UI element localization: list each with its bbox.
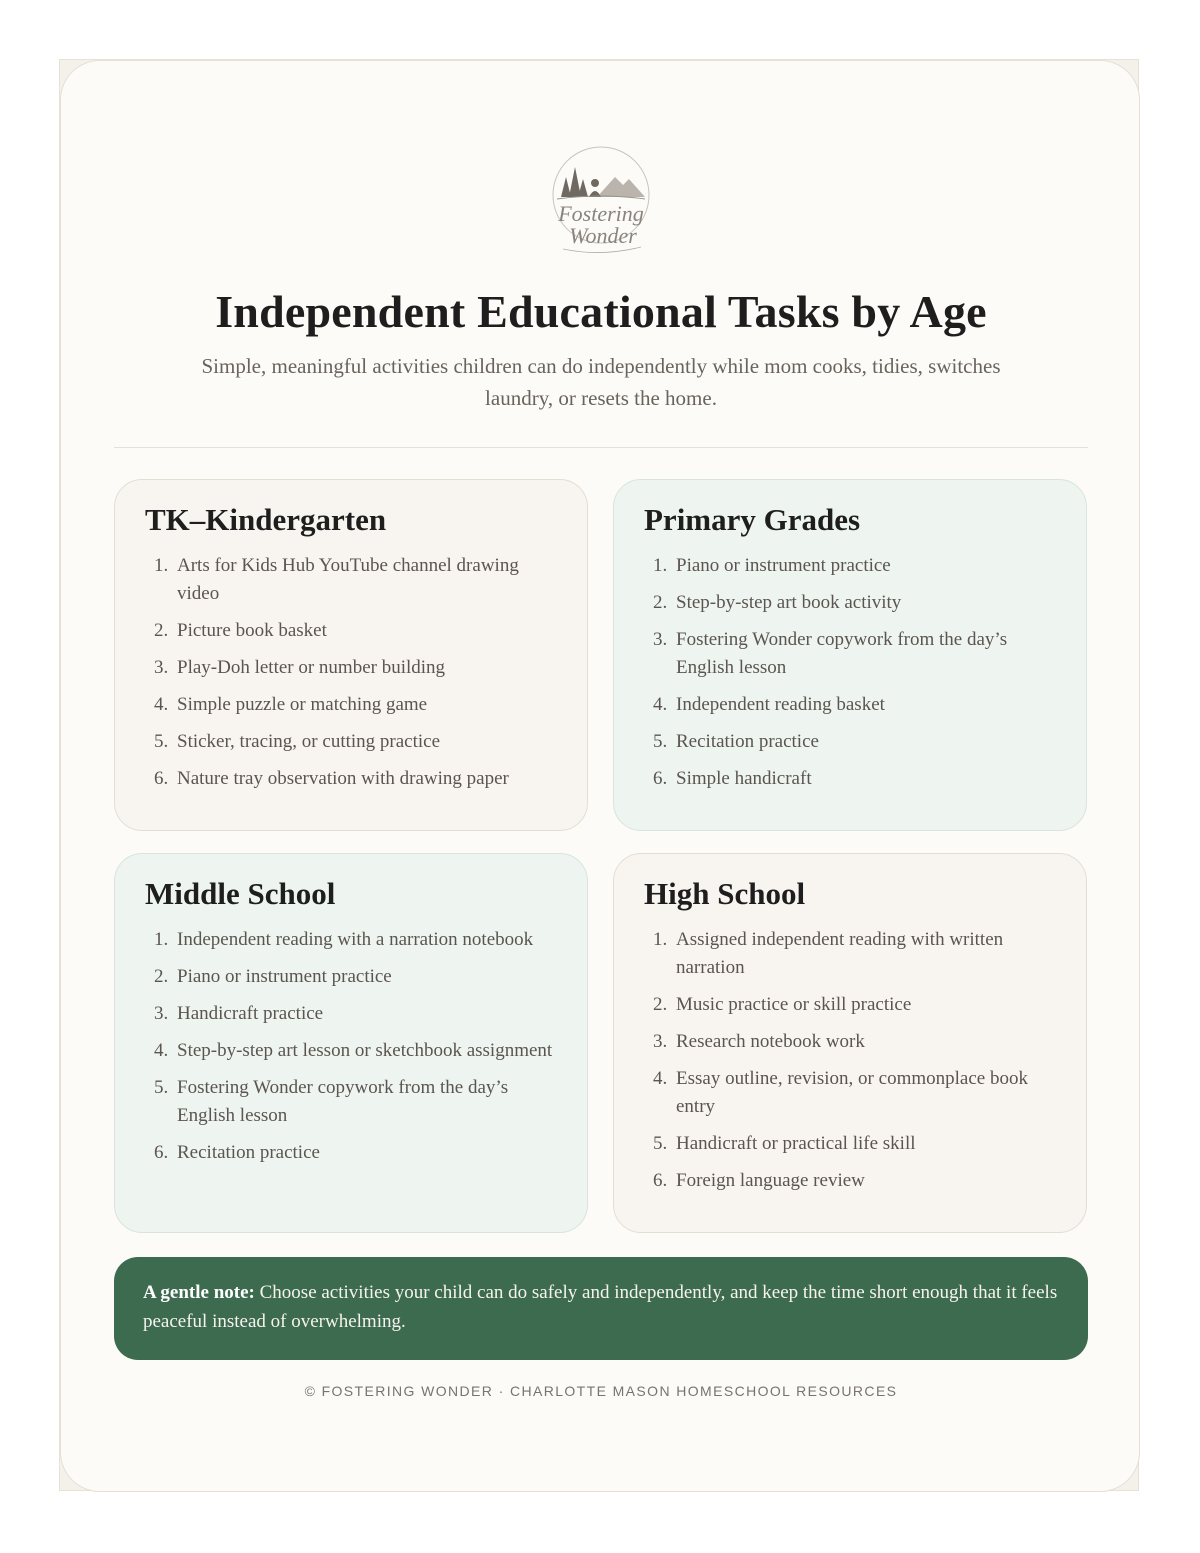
note-text: Choose activities your child can do safely and independently, and keep the time short enough that it feels peaceful instead of overwhelming.	[143, 1282, 1058, 1332]
mountains-icon	[597, 177, 645, 197]
task-list	[145, 926, 559, 1167]
card-primary-grades	[613, 479, 1087, 831]
card-title: TK–Kindergarten	[145, 502, 387, 537]
list-item: 6. Simple handicraft	[653, 768, 812, 789]
logo-text-line2: Wonder	[569, 223, 637, 248]
logo-text-line1: Fostering	[558, 201, 644, 226]
task-list	[644, 926, 1058, 1195]
list-item: 3. Play-Doh letter or number building	[154, 657, 446, 678]
page-background	[59, 59, 1139, 1491]
card-title: Primary Grades	[644, 502, 861, 537]
footer-copyright: © FOSTERING WONDER · CHARLOTTE MASON HOMESCHOOL RESOURCES	[304, 1383, 898, 1399]
list-item: 1. Independent reading with a narration notebook	[154, 929, 534, 950]
fostering-wonder-logo	[549, 145, 653, 257]
list-item: 6. Foreign language review	[653, 1170, 865, 1191]
list-item: 2. Piano or instrument practice	[154, 966, 392, 987]
list-item: 4. Independent reading basket	[653, 694, 885, 715]
card-title: High School	[644, 876, 806, 911]
note-label: A gentle note:	[143, 1282, 255, 1303]
page-subtitle: Simple, meaningful activities children can do independently while mom cooks, tidies, switches laundry, or resets the home.	[201, 354, 1001, 410]
list-item: 1. Assigned independent reading with written narration	[653, 929, 1004, 978]
list-item: 2. Picture book basket	[154, 620, 327, 641]
list-item: 4. Step-by-step art lesson or sketchbook assignment	[154, 1040, 553, 1061]
card-title: Middle School	[145, 876, 336, 911]
list-item: 2. Step-by-step art book activity	[653, 592, 902, 613]
list-item: 5. Fostering Wonder copywork from the day’s English lesson	[154, 1077, 509, 1126]
list-item: 5. Sticker, tracing, or cutting practice	[154, 731, 441, 752]
header-divider	[114, 447, 1088, 448]
list-item: 3. Handicraft practice	[154, 1003, 324, 1024]
list-item: 4. Essay outline, revision, or commonplace book entry	[653, 1068, 1028, 1117]
page-title: Independent Educational Tasks by Age	[215, 286, 987, 337]
list-item: 1. Piano or instrument practice	[653, 555, 891, 576]
gentle-note-banner	[114, 1257, 1088, 1360]
child-figure-icon	[589, 179, 601, 197]
list-item: 6. Nature tray observation with drawing paper	[154, 768, 509, 789]
list-item: 3. Fostering Wonder copywork from the day’s English lesson	[653, 629, 1008, 678]
list-item: 5. Recitation practice	[653, 731, 819, 752]
card-tk-kindergarten	[114, 479, 588, 831]
list-item: 5. Handicraft or practical life skill	[653, 1133, 916, 1154]
card-middle-school	[114, 853, 588, 1233]
list-item: 6. Recitation practice	[154, 1142, 320, 1163]
list-item: 3. Research notebook work	[653, 1031, 865, 1052]
handout-sheet	[60, 60, 1140, 1492]
task-list	[145, 552, 559, 793]
list-item: 4. Simple puzzle or matching game	[154, 694, 428, 715]
pine-trees-icon	[561, 167, 588, 197]
task-list	[644, 552, 1058, 793]
card-high-school	[613, 853, 1087, 1233]
list-item: 1. Arts for Kids Hub YouTube channel drawing video	[154, 555, 519, 604]
list-item: 2. Music practice or skill practice	[653, 994, 912, 1015]
